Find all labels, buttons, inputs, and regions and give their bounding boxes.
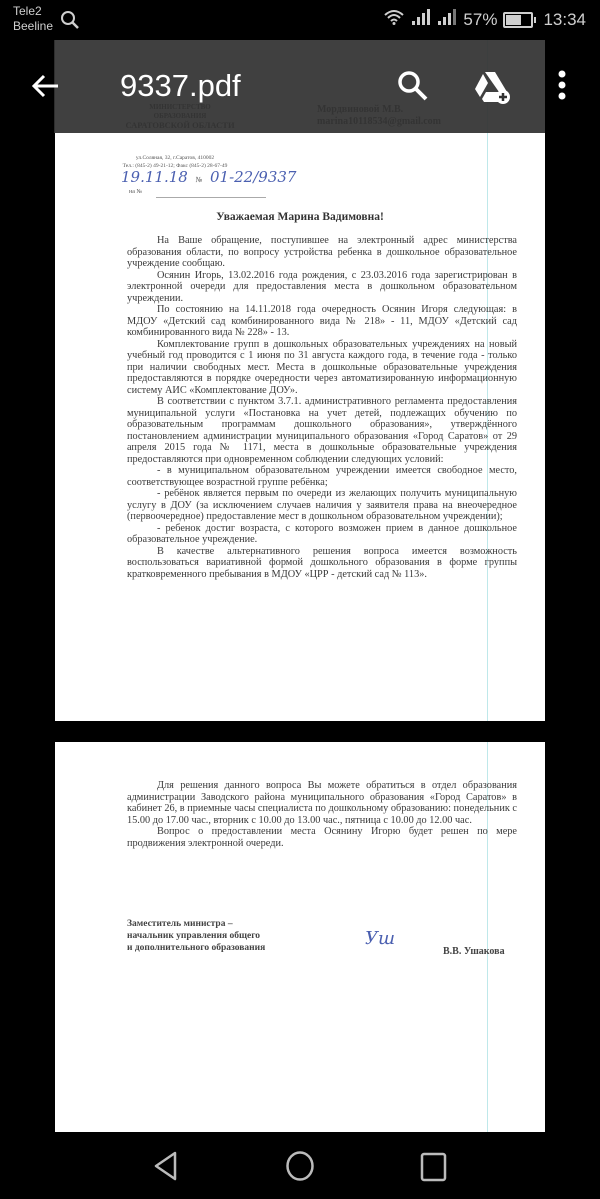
reply-to-line xyxy=(156,197,266,198)
app-toolbar xyxy=(0,40,600,133)
paragraph: По состоянию на 14.11.2018 года очередность Осянин Игоря следующая: в МДОУ «Детский сад комбинированного вида № 218» - 11, МДОУ «Детский сад комбинированного вида № 228» - 13. xyxy=(127,304,517,338)
system-nav-bar xyxy=(0,1132,600,1199)
nav-back-icon[interactable] xyxy=(153,1150,179,1187)
paragraph: Вопрос о предоставлении места Осянину Игорю будет решен по мере продвижения электронной очереди. xyxy=(127,826,517,849)
carrier-2: Beeline xyxy=(13,19,54,33)
carrier-1: Tele2 xyxy=(13,4,42,18)
address-line: ул.Соляная, 32, г.Саратов, 410002 xyxy=(135,155,215,161)
paragraph: На Ваше обращение, поступившее на электронный адрес министерства образования области, по вопросу устройства ребенка в дошкольное образовательное учреждение сообщаю. xyxy=(127,235,517,269)
signal-icon-sim2 xyxy=(437,9,457,30)
status-icons xyxy=(383,9,586,30)
clock: 13:34 xyxy=(543,9,586,29)
outgoing-date: 19.11.18 xyxy=(121,168,188,186)
letter-body-page-2 xyxy=(127,780,517,849)
outgoing-stamp xyxy=(121,168,296,186)
reply-to-label: на № xyxy=(129,189,143,195)
nav-home-icon[interactable] xyxy=(285,1150,315,1187)
nav-recents-icon[interactable] xyxy=(420,1152,448,1187)
pdf-page-2[interactable] xyxy=(55,742,545,1132)
condition-item: - ребёнок является первым по очереди из желающих получить муниципальную услугу в ДОУ (за исключением случаев наличия у заявителя права на внеочередное (первоочередное) предоставление мест в дошкольном образовательном учреждении); xyxy=(127,488,517,522)
search-notification-icon xyxy=(60,10,80,35)
status-bar xyxy=(0,0,600,40)
signatory-title xyxy=(127,918,265,954)
paragraph: В качестве альтернативного решения вопроса имеется возможность воспользоваться вариативной формой дошкольного образования в форме группы кратковременного пребывания в МДОУ «ЦРР - детский сад № 113». xyxy=(127,545,517,580)
greeting: Уважаемая Марина Вадимовна! xyxy=(216,211,384,223)
document-title: 9337.pdf xyxy=(120,68,241,103)
battery-icon xyxy=(503,12,533,28)
more-vert-icon[interactable] xyxy=(556,70,568,105)
condition-item: - в муниципальном образовательном учреждении имеется свободное место, соответствующее возрастной группе ребёнка; xyxy=(127,465,517,488)
back-arrow-icon[interactable] xyxy=(30,70,62,107)
battery-percent: 57% xyxy=(463,9,498,29)
number-label: № xyxy=(195,176,203,184)
signal-icon-sim1 xyxy=(411,9,431,30)
title-line: Заместитель министра – xyxy=(127,919,233,929)
wifi-icon xyxy=(383,9,405,30)
search-icon[interactable] xyxy=(396,69,430,108)
google-drive-add-icon[interactable] xyxy=(473,70,511,109)
title-line: начальник управления общего xyxy=(127,931,261,941)
paragraph: Комплектование групп в дошкольных образовательных учреждениях на новый учебный год проводится с 1 июня по 31 августа каждого года, в течение года - только при наличии свободных мест. Места в дошкольные образовательные учреждения предоставляются в порядке очередности через автоматизированную информационную систему АИС «Комплектование ДОУ». xyxy=(127,338,517,396)
pdf-page-1[interactable] xyxy=(55,40,545,721)
letter-body-page-1 xyxy=(127,235,517,580)
title-line: и дополнительного образования xyxy=(127,943,266,953)
outgoing-number: 01-22/9337 xyxy=(209,168,297,186)
paragraph: Для решения данного вопроса Вы можете обратиться в отдел образования администрации Заводского района муниципального образования «Город Саратов» в кабинет 26, в приемные часы специалиста по дошкольному образованию: понедельник с 15.00 до 17.00 час., вторник с 10.00 до 13.00 час., пятница с 10.00 до 12.00 час. xyxy=(127,780,517,826)
signatory-name: В.В. Ушакова xyxy=(443,946,505,957)
condition-item: - ребенок достиг возраста, с которого возможен прием в данное дошкольное образовательное учреждение. xyxy=(127,522,517,545)
paragraph: Осянин Игорь, 13.02.2016 года рождения, с 23.03.2016 года зарегистрирован в электронной очереди для предоставления места в дошкольном образовательном учреждении. xyxy=(127,269,517,304)
phone-line: Тел.: (845-2) 49-21-12; Факс (845-2) 28-67-49 xyxy=(122,163,228,169)
carrier-labels xyxy=(13,4,53,34)
handwritten-signature: Уш xyxy=(365,928,396,949)
paragraph: В соответствии с пунктом 3.7.1. административного регламента предоставления муниципальной услуги «Постановка на учет детей, подлежащих обучению по образовательным программам дошкольного образования», утверждённого постановлением администрации муниципального образования «Город Саратов» от 29 апреля 2015 года № 1171, места в дошкольные образовательные учреждения предоставляются при одновременном соблюдении следующих условий: xyxy=(127,396,517,465)
